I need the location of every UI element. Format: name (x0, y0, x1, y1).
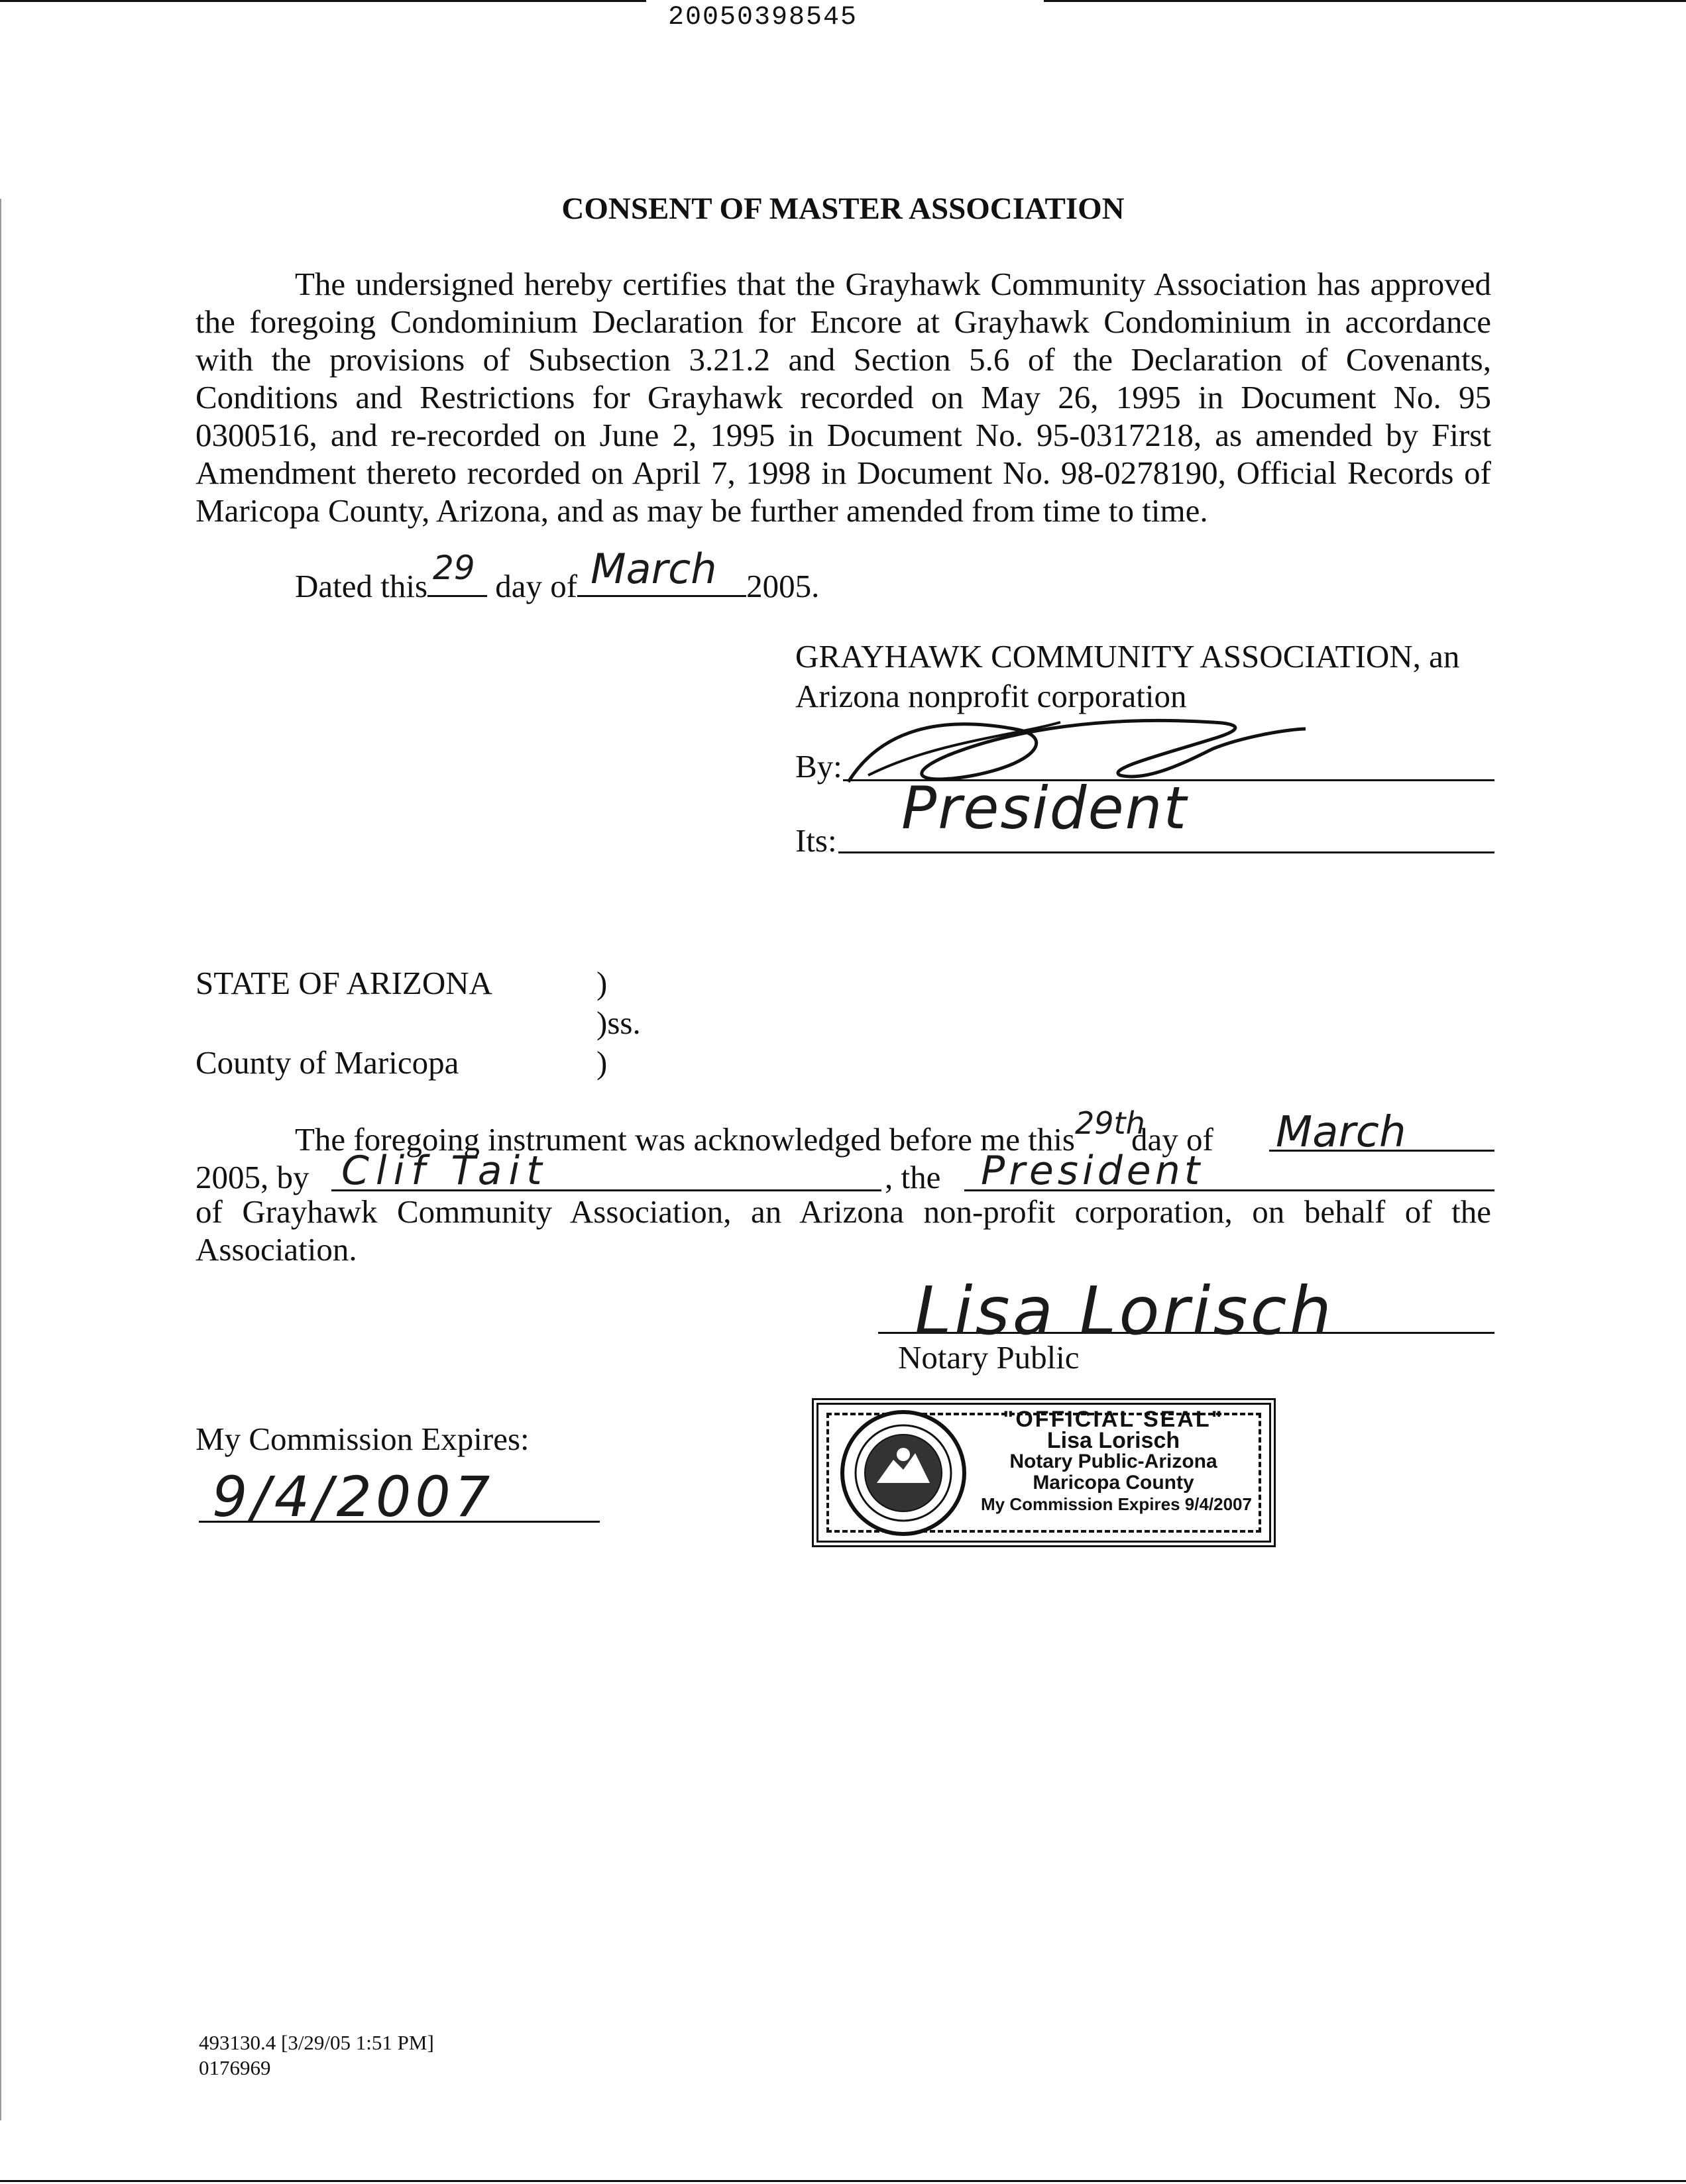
ack-title-handwritten: President (981, 1148, 1204, 1194)
page-title: CONSENT OF MASTER ASSOCIATION (561, 191, 1125, 226)
footer-ref-1: 493130.4 [3/29/05 1:51 PM] (199, 2031, 434, 2054)
arizona-seal-icon (837, 1407, 970, 1539)
notary-signature: Lisa Lorisch (915, 1272, 1334, 1350)
commission-label: My Commission Expires: (196, 1421, 530, 1457)
body-paragraph: The undersigned hereby certifies that the Grayhawk Community Association has approved the foregoing Condominium Declaration for Encore at Grayhawk Condominium in accordance with the provisions of Subsection 3.21.2 and Section 5.6 of the Declaration of Covenants, Conditions and Restrictions for Grayhawk recorded on May 26, 1995 in Document No. 95 0300516, and re-recorded on June 2, 1995 in Document No. 95-0317218, as amended by First Amendment thereto recorded on April 7, 1998 in Document No. 98-0278190, Official Records of Maricopa County, Arizona, and as may be further amended from time to time. (196, 266, 1491, 529)
its-title-handwritten: President (901, 774, 1188, 842)
document-number: 20050398545 (668, 3, 858, 32)
dated-line (295, 545, 820, 605)
venue-paren-1: ) (596, 965, 608, 1001)
seal-line-4: Maricopa County (1033, 1472, 1194, 1494)
ack-line-1-mid: day of (1131, 1121, 1213, 1158)
dated-month-handwritten: March (590, 545, 717, 593)
seal-line-1: "OFFICIAL SEAL" (1003, 1407, 1224, 1432)
ack-line-1-prefix: The foregoing instrument was acknowledged before me this (295, 1121, 1076, 1158)
seal-line-2: Lisa Lorisch (1046, 1428, 1180, 1453)
ack-name-handwritten: Clif Tait (341, 1148, 549, 1194)
notary-public-label: Notary Public (898, 1339, 1080, 1376)
association-name: GRAYHAWK COMMUNITY ASSOCIATION, an (795, 638, 1460, 675)
bottom-rule (0, 2180, 1686, 2182)
dated-prefix: Dated this (295, 568, 428, 604)
venue-county: County of Maricopa (196, 1044, 459, 1081)
header-rule-right (1044, 0, 1686, 2)
association-type: Arizona nonprofit corporation (795, 678, 1187, 714)
ack-line-2-mid: , the (885, 1159, 941, 1195)
left-margin-mark (0, 199, 1, 2120)
venue-paren-3: ) (596, 1044, 608, 1081)
its-label: Its: (795, 822, 837, 859)
venue-ss: )ss. (596, 1005, 641, 1041)
dated-year: 2005. (746, 568, 820, 604)
dated-day-blank (427, 549, 487, 597)
ack-line-2-prefix: 2005, by (196, 1159, 309, 1195)
official-seal-stamp (812, 1398, 1276, 1547)
seal-line-5: My Commission Expires 9/4/2007 (981, 1494, 1252, 1514)
dated-day-handwritten: 29 (433, 549, 475, 587)
ack-day-blank (1075, 1105, 1145, 1150)
footer-ref-2: 0176969 (199, 2056, 271, 2079)
seal-text-block (981, 1407, 1252, 1515)
dated-mid: day of (495, 568, 578, 604)
header-rule-left (0, 0, 646, 2)
ack-day-handwritten: 29th (1075, 1105, 1145, 1141)
commission-date-handwritten: 9/4/2007 (212, 1464, 494, 1529)
seal-line-3: Notary Public-Arizona (1009, 1450, 1217, 1472)
dated-month-blank (577, 545, 746, 597)
venue-state: STATE OF ARIZONA (196, 965, 492, 1001)
ack-line-3: of Grayhawk Community Association, an Arizona non-profit corporation, on behalf of the Association. (196, 1193, 1491, 1268)
its-title-line (838, 851, 1494, 853)
ack-month-handwritten: March (1276, 1108, 1406, 1157)
by-label: By: (795, 748, 842, 785)
